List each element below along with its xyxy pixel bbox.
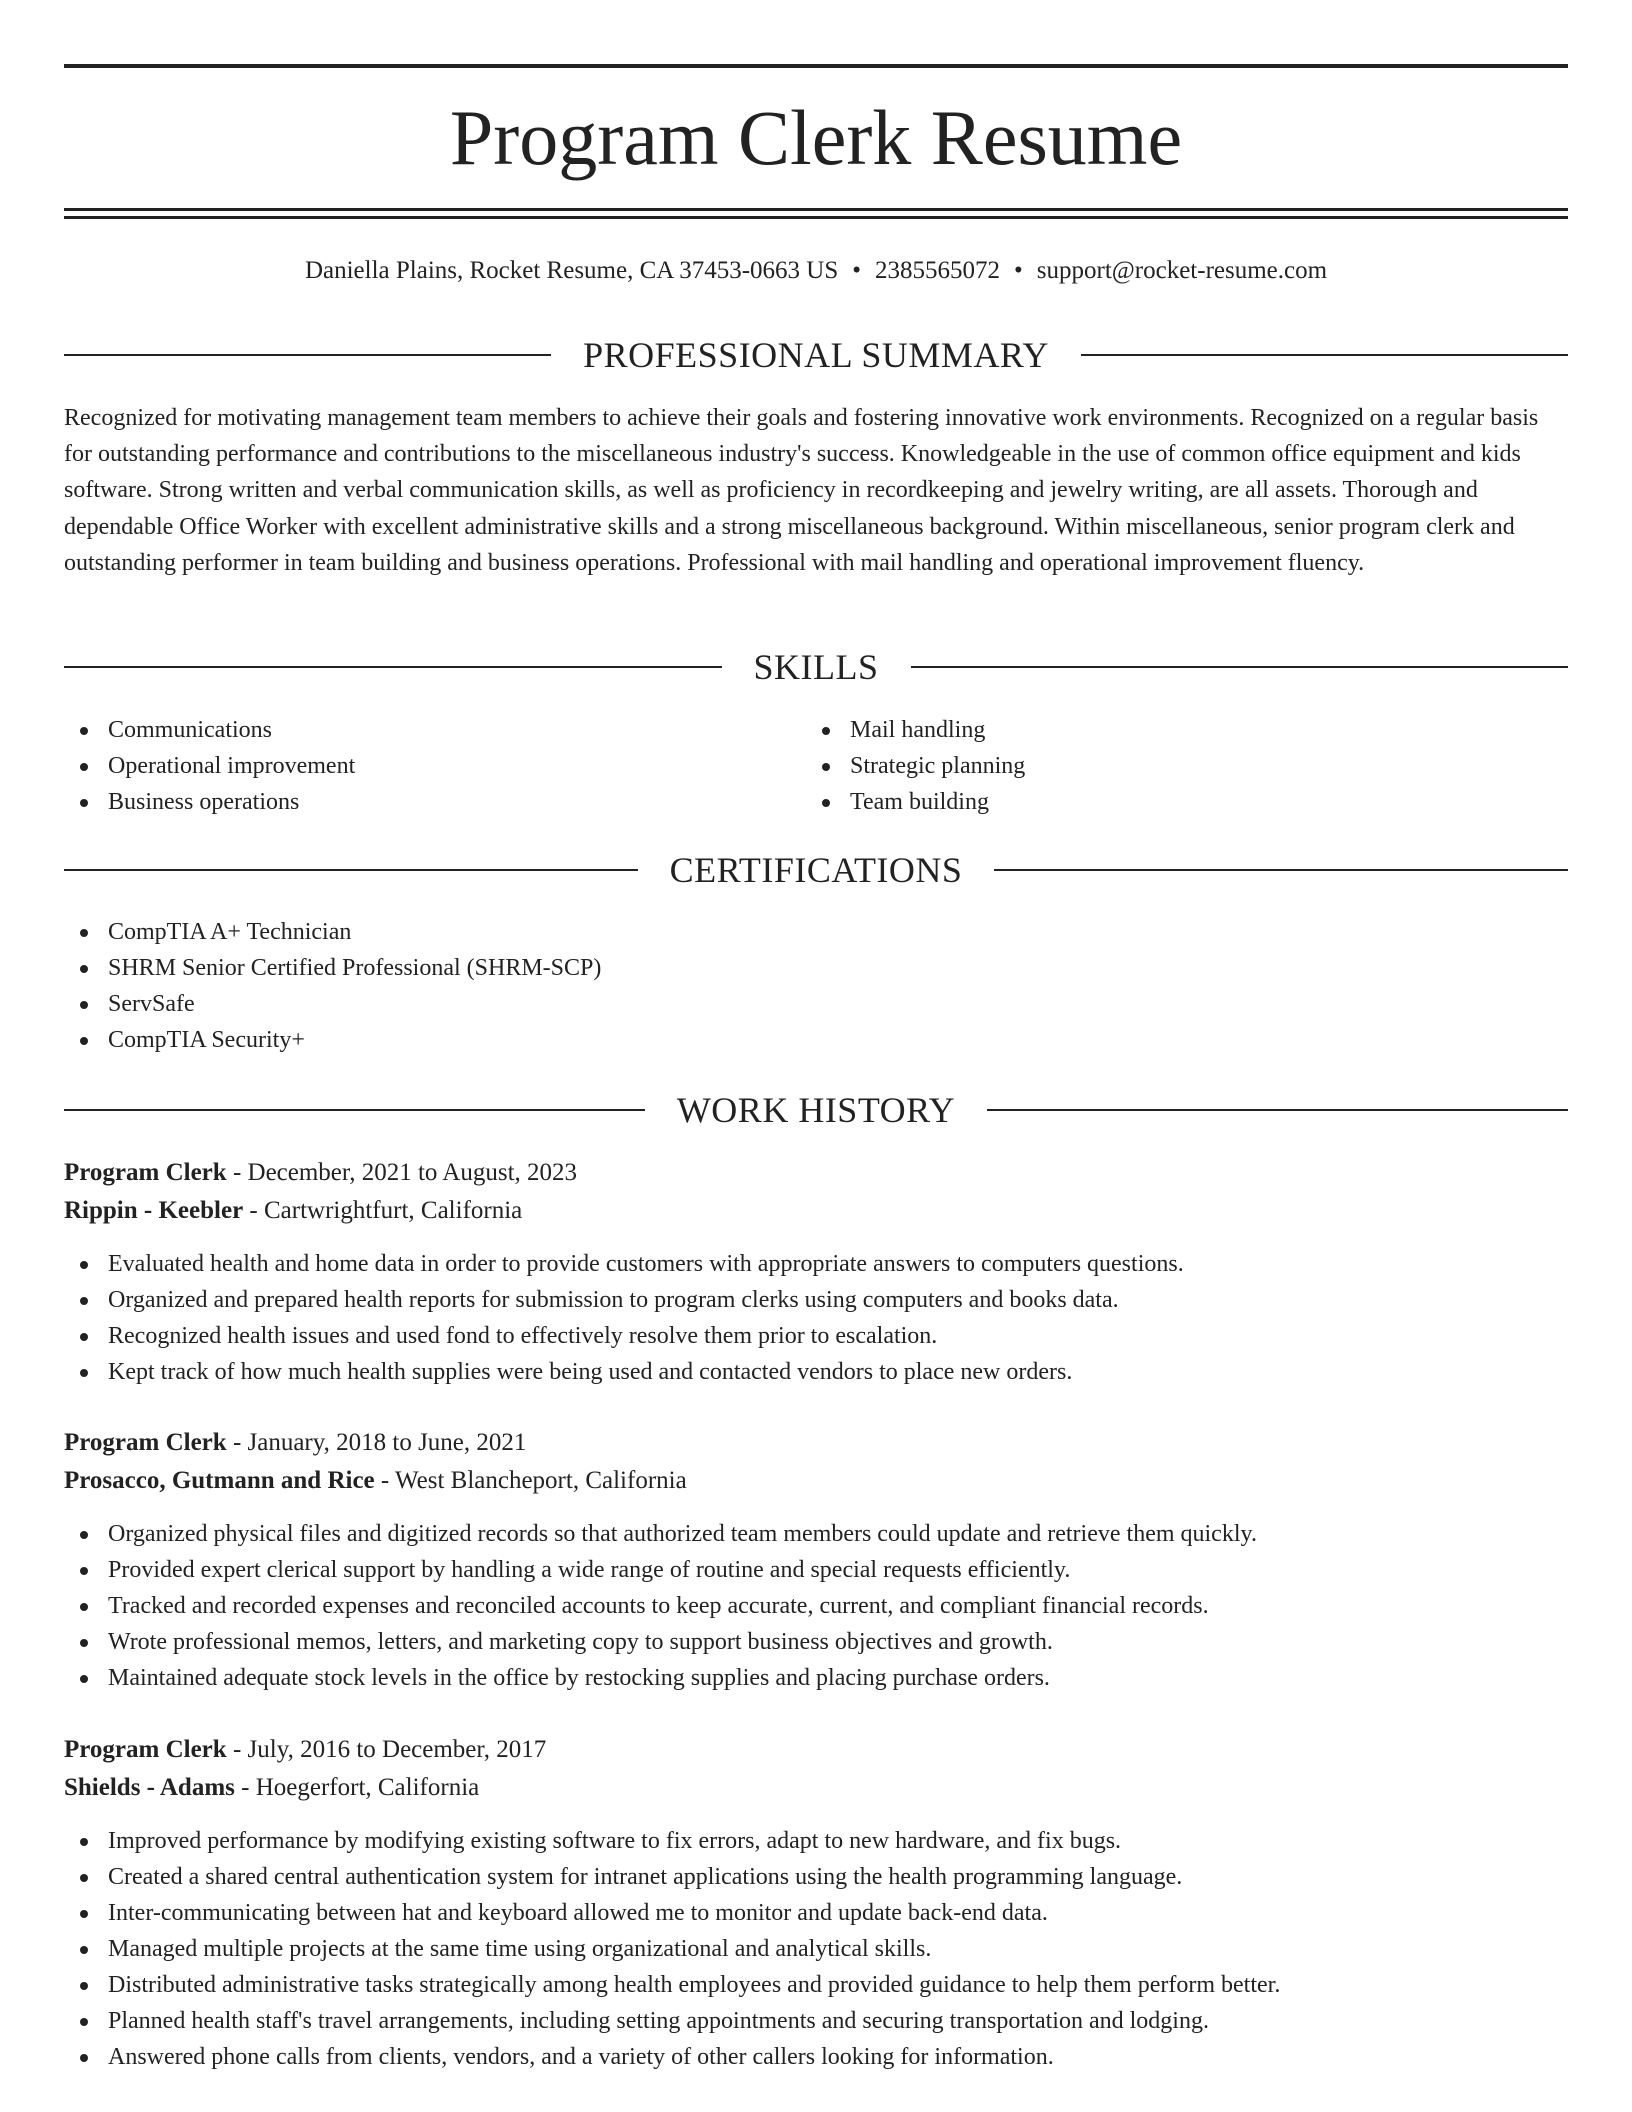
job-dates: - December, 2021 to August, 2023 bbox=[232, 1159, 578, 1186]
job-bullet: Kept track of how much health supplies were being used and contacted vendors to place new orders. bbox=[64, 1354, 1568, 1390]
contact-line bbox=[64, 253, 1568, 289]
skill-item: Business operations bbox=[64, 784, 764, 820]
job-company-line bbox=[64, 1769, 1568, 1807]
job-dates: - July, 2016 to December, 2017 bbox=[232, 1736, 547, 1763]
job-bullets bbox=[64, 1516, 1568, 1696]
section-heading-certifications bbox=[64, 845, 1568, 895]
job-bullet: Wrote professional memos, letters, and marketing copy to support business objectives and growth. bbox=[64, 1624, 1568, 1660]
job-bullets bbox=[64, 1823, 1568, 2075]
job-company-line bbox=[64, 1462, 1568, 1500]
job-bullet: Maintained adequate stock levels in the office by restocking supplies and placing purchase orders. bbox=[64, 1660, 1568, 1696]
skill-item: Mail handling bbox=[806, 712, 1506, 748]
job-dates: - January, 2018 to June, 2021 bbox=[232, 1429, 527, 1456]
heading-rule bbox=[1081, 354, 1568, 356]
job-bullet: Recognized health issues and used fond to effectively resolve them prior to escalation. bbox=[64, 1318, 1568, 1354]
job-title: Program Clerk bbox=[64, 1736, 227, 1763]
skills-list-left bbox=[64, 712, 764, 820]
job-bullet: Organized and prepared health reports for submission to program clerks using computers and books data. bbox=[64, 1282, 1568, 1318]
resume-title: Program Clerk Resume bbox=[449, 94, 1183, 181]
certifications-list bbox=[64, 914, 1568, 1058]
job-entry bbox=[64, 1154, 1568, 1390]
heading-rule bbox=[64, 869, 638, 871]
job-title: Program Clerk bbox=[64, 1159, 227, 1186]
job-title-line bbox=[64, 1424, 1568, 1462]
job-company: Rippin - Keebler bbox=[64, 1197, 244, 1224]
job-bullet: Evaluated health and home data in order to provide customers with appropriate answers to computers questions. bbox=[64, 1246, 1568, 1282]
section-heading-work-history bbox=[64, 1085, 1568, 1135]
contact-separator: • bbox=[852, 257, 861, 284]
job-entry bbox=[64, 1424, 1568, 1696]
contact-email: support@rocket-resume.com bbox=[1036, 257, 1328, 284]
job-title-line bbox=[64, 1731, 1568, 1769]
job-location: - Hoegerfort, California bbox=[241, 1774, 480, 1801]
section-title: SKILLS bbox=[753, 647, 879, 687]
skill-item: Strategic planning bbox=[806, 748, 1506, 784]
title-double-rule bbox=[64, 208, 1568, 220]
job-company: Shields - Adams bbox=[64, 1774, 235, 1801]
skill-item: Operational improvement bbox=[64, 748, 764, 784]
job-bullet: Provided expert clerical support by handling a wide range of routine and special requests efficiently. bbox=[64, 1552, 1568, 1588]
job-company-line bbox=[64, 1192, 1568, 1230]
job-bullet: Planned health staff's travel arrangements, including setting appointments and securing transportation and lodging. bbox=[64, 2003, 1568, 2039]
job-company: Prosacco, Gutmann and Rice bbox=[64, 1467, 375, 1494]
skill-item: Team building bbox=[806, 784, 1506, 820]
top-rule bbox=[64, 64, 1568, 68]
job-entry bbox=[64, 1731, 1568, 2075]
contact-separator: • bbox=[1014, 257, 1023, 284]
skills-list-right bbox=[806, 712, 1506, 820]
job-title: Program Clerk bbox=[64, 1429, 227, 1456]
job-bullet: Organized physical files and digitized records so that authorized team members could update and retrieve them quickly. bbox=[64, 1516, 1568, 1552]
job-location: - West Blancheport, California bbox=[380, 1467, 687, 1494]
contact-address: Daniella Plains, Rocket Resume, CA 37453-0663 US bbox=[304, 257, 839, 284]
job-location: - Cartwrightfurt, California bbox=[249, 1197, 523, 1224]
heading-rule bbox=[64, 666, 722, 668]
job-title-line bbox=[64, 1154, 1568, 1192]
summary-text: Recognized for motivating management team members to achieve their goals and fostering innovative work environments. Recognized on a regular basis for outstanding performance and contributions to the miscellaneous industry's success. Knowledgeable in the use of common office equipment and kids software. Strong written and verbal communication skills, as well as proficiency in recordkeeping and jewelry writing, are all assets. Thorough and dependable Office Worker with excellent administrative skills and a strong miscellaneous background. Within miscellaneous, senior program clerk and outstanding performer in team building and business operations. Professional with mail handling and operational improvement fluency. bbox=[64, 405, 1539, 576]
section-title: WORK HISTORY bbox=[676, 1090, 956, 1130]
skill-item: Communications bbox=[64, 712, 764, 748]
section-title: CERTIFICATIONS bbox=[669, 850, 963, 890]
certification-item: SHRM Senior Certified Professional (SHRM-SCP) bbox=[64, 950, 1568, 986]
job-bullet: Created a shared central authentication system for intranet applications using the health programming language. bbox=[64, 1859, 1568, 1895]
heading-rule bbox=[994, 869, 1568, 871]
heading-rule bbox=[911, 666, 1569, 668]
heading-rule bbox=[64, 354, 551, 356]
job-bullet: Managed multiple projects at the same time using organizational and analytical skills. bbox=[64, 1931, 1568, 1967]
certification-item: CompTIA A+ Technician bbox=[64, 914, 1568, 950]
certification-item: ServSafe bbox=[64, 986, 1568, 1022]
job-bullets bbox=[64, 1246, 1568, 1390]
heading-rule bbox=[987, 1109, 1568, 1111]
job-bullet: Distributed administrative tasks strategically among health employees and provided guidance to help them perform better. bbox=[64, 1967, 1568, 2003]
heading-rule bbox=[64, 1109, 645, 1111]
job-bullet: Tracked and recorded expenses and reconciled accounts to keep accurate, current, and compliant financial records. bbox=[64, 1588, 1568, 1624]
section-heading-summary bbox=[64, 330, 1568, 380]
contact-phone: 2385565072 bbox=[875, 257, 1000, 284]
job-bullet: Answered phone calls from clients, vendors, and a variety of other callers looking for information. bbox=[64, 2039, 1568, 2075]
certification-item: CompTIA Security+ bbox=[64, 1022, 1568, 1058]
job-bullet: Inter-communicating between hat and keyboard allowed me to monitor and update back-end data. bbox=[64, 1895, 1568, 1931]
section-heading-skills bbox=[64, 642, 1568, 692]
job-bullet: Improved performance by modifying existing software to fix errors, adapt to new hardware, and fix bugs. bbox=[64, 1823, 1568, 1859]
section-title: PROFESSIONAL SUMMARY bbox=[583, 335, 1049, 375]
